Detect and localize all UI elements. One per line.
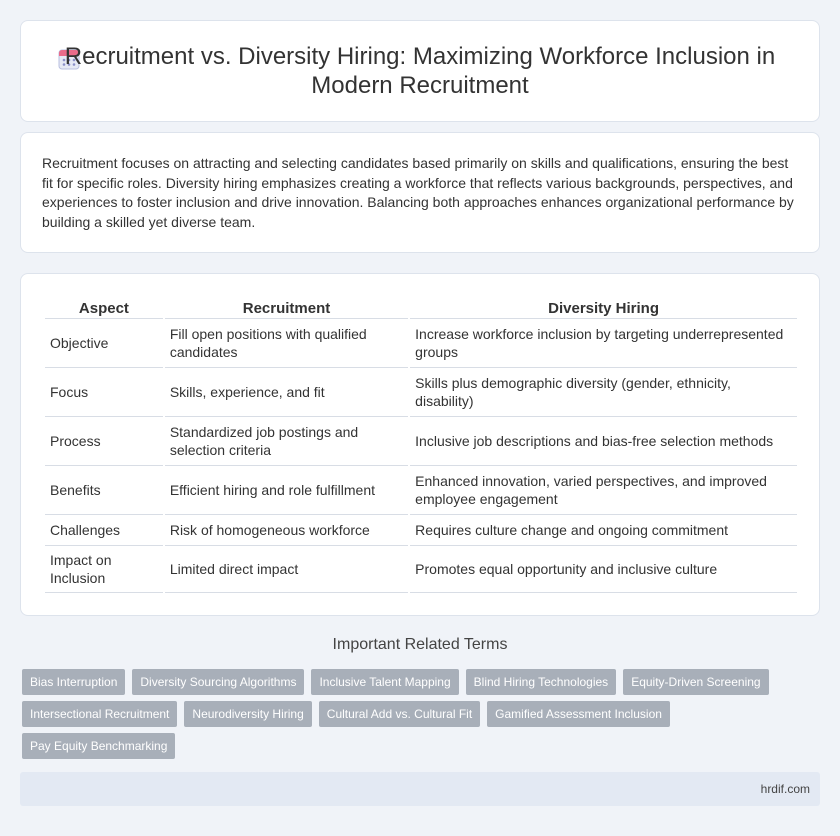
related-terms-heading: Important Related Terms — [332, 636, 508, 653]
comparison-table — [43, 296, 799, 593]
term-tag[interactable]: Diversity Sourcing Algorithms — [132, 669, 304, 695]
intro-card — [20, 132, 820, 253]
header-diversity-hiring: Diversity Hiring — [410, 296, 797, 319]
term-tag[interactable]: Bias Interruption — [22, 669, 125, 695]
intro-paragraph: Recruitment focuses on attracting and selecting candidates based primarily on skills and qualifications, ensuring the best fit for specific roles. Diversity hiring emphasizes creating a workforce that reflects various backgrounds, perspectives, and experiences to foster inclusion and drive innovation. Balancing both approaches enhances organizational performance by building a skilled yet diverse team. — [42, 155, 794, 230]
table-row — [45, 515, 797, 546]
comparison-card — [20, 273, 820, 616]
cell-recruitment: Skills, experience, and fit — [165, 368, 408, 417]
cell-diversity-hiring: Promotes equal opportunity and inclusive culture — [410, 546, 797, 593]
table-row — [45, 368, 797, 417]
title-card — [20, 20, 820, 122]
footer-bar — [20, 772, 820, 806]
cell-diversity-hiring: Requires culture change and ongoing commitment — [410, 515, 797, 546]
cell-aspect: Focus — [45, 368, 163, 417]
cell-aspect: Objective — [45, 319, 163, 368]
cell-aspect: Process — [45, 417, 163, 466]
term-tag[interactable]: Gamified Assessment Inclusion — [487, 701, 670, 727]
cell-aspect: Challenges — [45, 515, 163, 546]
table-row — [45, 319, 797, 368]
cell-aspect: Benefits — [45, 466, 163, 515]
cell-diversity-hiring: Skills plus demographic diversity (gender, ethnicity, disability) — [410, 368, 797, 417]
term-tag[interactable]: Blind Hiring Technologies — [466, 669, 617, 695]
cell-recruitment: Efficient hiring and role fulfillment — [165, 466, 408, 515]
term-tag[interactable]: Cultural Add vs. Cultural Fit — [319, 701, 480, 727]
header-recruitment: Recruitment — [165, 296, 408, 319]
term-tag[interactable]: Intersectional Recruitment — [22, 701, 177, 727]
cell-diversity-hiring: Enhanced innovation, varied perspectives, and improved employee engagement — [410, 466, 797, 515]
term-tag[interactable]: Equity-Driven Screening — [623, 669, 768, 695]
term-tag[interactable]: Pay Equity Benchmarking — [22, 733, 175, 759]
cell-recruitment: Standardized job postings and selection criteria — [165, 417, 408, 466]
cell-aspect: Impact on Inclusion — [45, 546, 163, 593]
table-row — [45, 546, 797, 593]
cell-diversity-hiring: Inclusive job descriptions and bias-free selection methods — [410, 417, 797, 466]
table-row — [45, 417, 797, 466]
page-title: Recruitment vs. Diversity Hiring: Maximizing Workforce Inclusion in Modern Recruitment — [64, 43, 776, 99]
cell-recruitment: Risk of homogeneous workforce — [165, 515, 408, 546]
related-terms-list — [22, 669, 782, 759]
cell-recruitment: Limited direct impact — [165, 546, 408, 593]
cell-diversity-hiring: Increase workforce inclusion by targeting underrepresented groups — [410, 319, 797, 368]
header-aspect: Aspect — [45, 296, 163, 319]
cell-recruitment: Fill open positions with qualified candidates — [165, 319, 408, 368]
term-tag[interactable]: Inclusive Talent Mapping — [311, 669, 458, 695]
footer-site-link[interactable]: hrdif.com — [760, 782, 810, 796]
term-tag[interactable]: Neurodiversity Hiring — [184, 701, 311, 727]
table-row — [45, 466, 797, 515]
